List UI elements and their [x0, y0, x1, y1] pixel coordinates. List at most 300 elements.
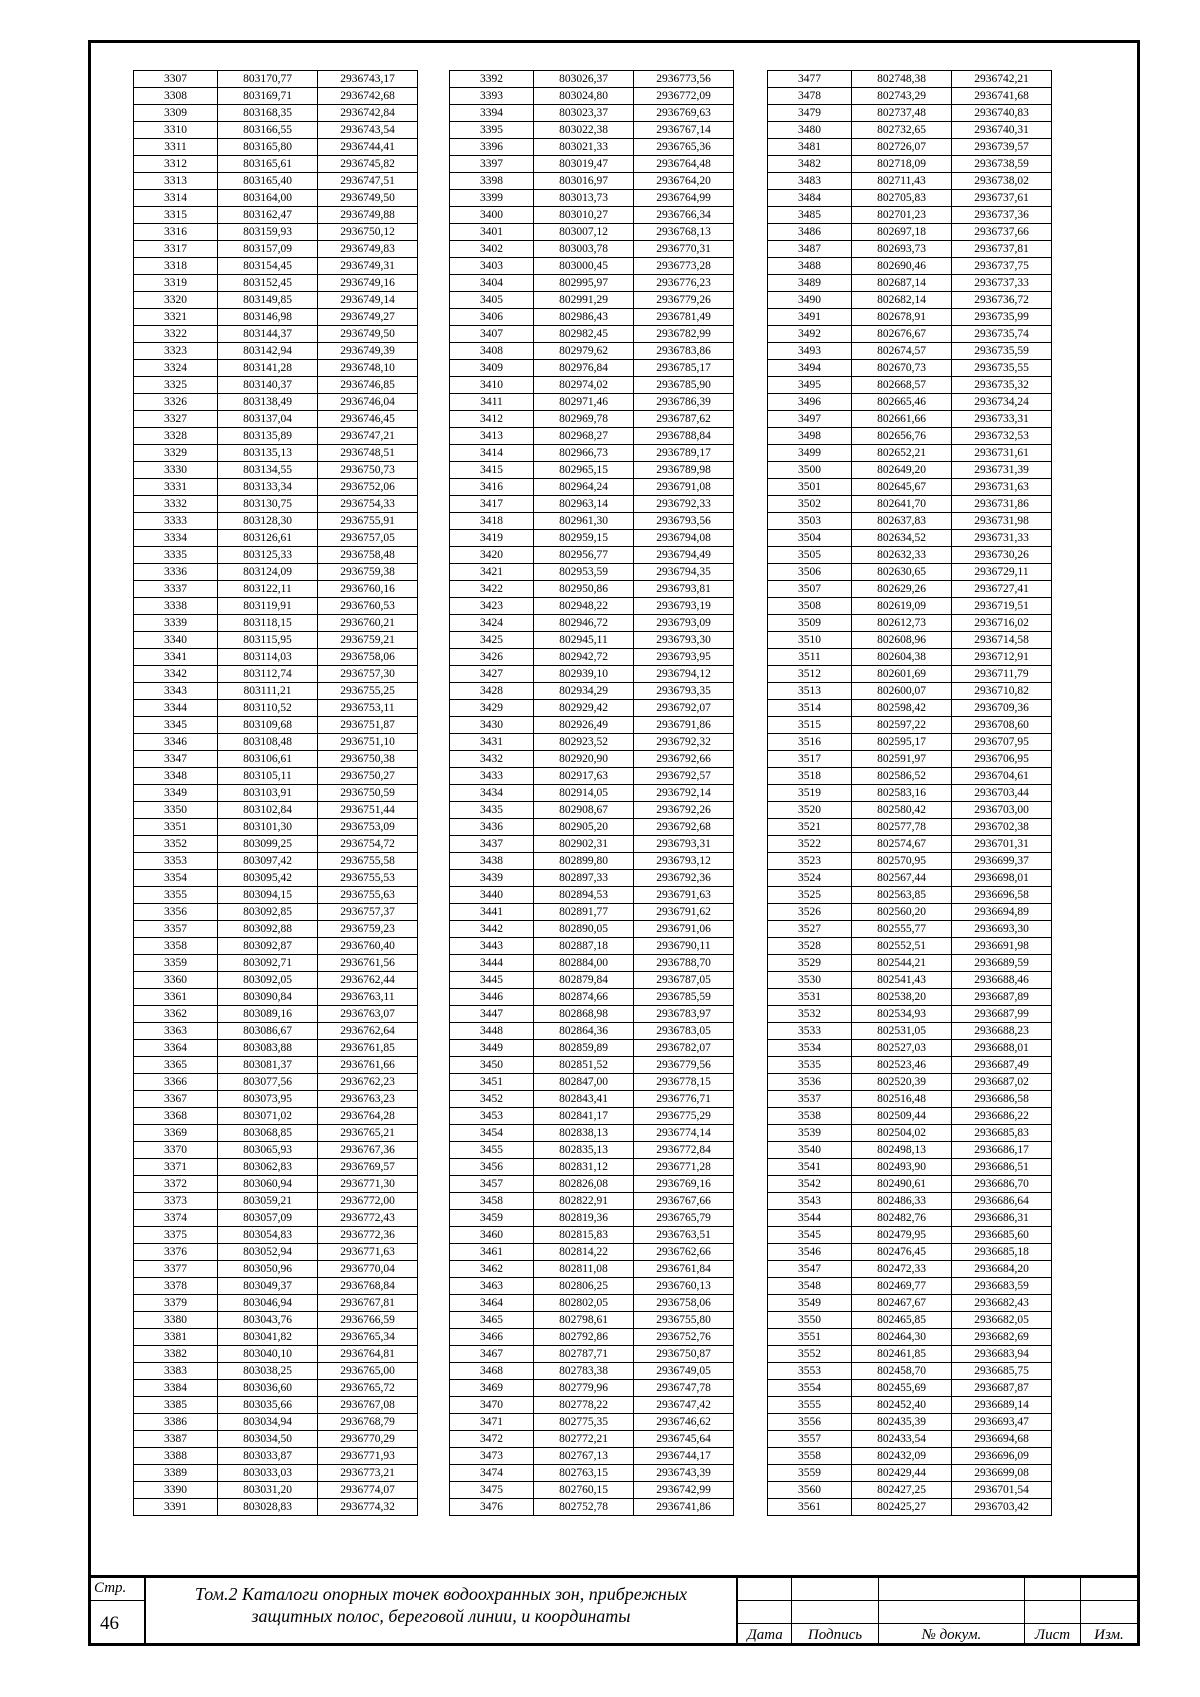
coordinate-y: 2936755,91 — [318, 513, 418, 530]
point-number: 3358 — [134, 938, 218, 955]
coordinate-y: 2936792,26 — [634, 802, 734, 819]
table-row — [768, 1499, 1052, 1516]
coordinate-y: 2936698,01 — [952, 870, 1052, 887]
coordinate-y: 2936685,60 — [952, 1227, 1052, 1244]
point-number: 3421 — [450, 564, 534, 581]
point-number: 3398 — [450, 173, 534, 190]
point-number: 3328 — [134, 428, 218, 445]
table-row — [450, 1057, 734, 1074]
point-number: 3460 — [450, 1227, 534, 1244]
point-number: 3362 — [134, 1006, 218, 1023]
coordinate-y: 2936769,16 — [634, 1176, 734, 1193]
point-number: 3361 — [134, 989, 218, 1006]
point-number: 3340 — [134, 632, 218, 649]
table-row — [134, 649, 418, 666]
coordinate-x: 802516,48 — [852, 1091, 952, 1108]
point-number: 3389 — [134, 1465, 218, 1482]
point-number: 3439 — [450, 870, 534, 887]
coordinate-x: 802552,51 — [852, 938, 952, 955]
table-row — [768, 904, 1052, 921]
point-number: 3467 — [450, 1346, 534, 1363]
table-row — [134, 428, 418, 445]
point-number: 3519 — [768, 785, 852, 802]
coordinate-y: 2936757,30 — [318, 666, 418, 683]
point-number: 3543 — [768, 1193, 852, 1210]
coordinate-y: 2936742,21 — [952, 71, 1052, 88]
coordinate-y: 2936743,39 — [634, 1465, 734, 1482]
coordinate-x: 803057,09 — [218, 1210, 318, 1227]
point-number: 3395 — [450, 122, 534, 139]
coordinate-x: 803083,88 — [218, 1040, 318, 1057]
coordinate-x: 803105,11 — [218, 768, 318, 785]
point-number: 3508 — [768, 598, 852, 615]
coordinate-y: 2936689,14 — [952, 1397, 1052, 1414]
point-number: 3431 — [450, 734, 534, 751]
table-row — [450, 1329, 734, 1346]
table-row — [134, 955, 418, 972]
table-row — [450, 88, 734, 105]
point-number: 3409 — [450, 360, 534, 377]
coordinate-x: 802520,39 — [852, 1074, 952, 1091]
table-row — [134, 1227, 418, 1244]
point-number: 3326 — [134, 394, 218, 411]
table-row — [768, 751, 1052, 768]
coordinate-y: 2936793,30 — [634, 632, 734, 649]
coordinate-y: 2936760,53 — [318, 598, 418, 615]
table-row — [450, 1346, 734, 1363]
table-row — [768, 683, 1052, 700]
point-number: 3343 — [134, 683, 218, 700]
coordinate-y: 2936737,75 — [952, 258, 1052, 275]
point-number: 3344 — [134, 700, 218, 717]
point-number: 3479 — [768, 105, 852, 122]
table-row — [450, 190, 734, 207]
point-number: 3403 — [450, 258, 534, 275]
point-number: 3368 — [134, 1108, 218, 1125]
coordinate-y: 2936696,09 — [952, 1448, 1052, 1465]
table-row — [450, 411, 734, 428]
point-number: 3558 — [768, 1448, 852, 1465]
table-row — [134, 1380, 418, 1397]
coordinate-x: 802486,33 — [852, 1193, 952, 1210]
point-number: 3484 — [768, 190, 852, 207]
coordinate-x: 803114,03 — [218, 649, 318, 666]
table-row — [134, 88, 418, 105]
coordinate-y: 2936729,11 — [952, 564, 1052, 581]
coordinate-x: 802868,98 — [534, 1006, 634, 1023]
coordinate-y: 2936688,01 — [952, 1040, 1052, 1057]
coordinate-y: 2936767,81 — [318, 1295, 418, 1312]
point-number: 3552 — [768, 1346, 852, 1363]
coordinate-y: 2936749,50 — [318, 190, 418, 207]
table-row — [450, 819, 734, 836]
coordinate-y: 2936794,49 — [634, 547, 734, 564]
table-row — [768, 598, 1052, 615]
table-row — [768, 547, 1052, 564]
table-row — [134, 258, 418, 275]
table-row — [450, 1193, 734, 1210]
table-row — [768, 139, 1052, 156]
coordinate-x: 803065,93 — [218, 1142, 318, 1159]
table-row — [450, 785, 734, 802]
coordinate-y: 2936749,31 — [318, 258, 418, 275]
coordinate-y: 2936760,13 — [634, 1278, 734, 1295]
point-number: 3365 — [134, 1057, 218, 1074]
coordinate-y: 2936790,11 — [634, 938, 734, 955]
coordinate-y: 2936736,72 — [952, 292, 1052, 309]
coordinate-y: 2936731,98 — [952, 513, 1052, 530]
point-number: 3481 — [768, 139, 852, 156]
point-number: 3523 — [768, 853, 852, 870]
point-number: 3546 — [768, 1244, 852, 1261]
coordinate-y: 2936750,73 — [318, 462, 418, 479]
coordinate-y: 2936752,76 — [634, 1329, 734, 1346]
point-number: 3442 — [450, 921, 534, 938]
coordinate-y: 2936770,31 — [634, 241, 734, 258]
point-number: 3516 — [768, 734, 852, 751]
coordinate-y: 2936745,82 — [318, 156, 418, 173]
coordinate-x: 802598,42 — [852, 700, 952, 717]
table-row — [134, 445, 418, 462]
coordinate-y: 2936731,39 — [952, 462, 1052, 479]
coordinate-y: 2936778,15 — [634, 1074, 734, 1091]
col-sheet: Лист — [1034, 1627, 1071, 1643]
table-row — [134, 700, 418, 717]
table-row — [450, 326, 734, 343]
coordinate-y: 2936699,37 — [952, 853, 1052, 870]
coordinate-y: 2936791,63 — [634, 887, 734, 904]
coordinate-x: 803137,04 — [218, 411, 318, 428]
coordinate-x: 803108,48 — [218, 734, 318, 751]
table-row — [450, 1142, 734, 1159]
coordinate-x: 802974,02 — [534, 377, 634, 394]
coordinate-x: 803141,28 — [218, 360, 318, 377]
coordinate-y: 2936788,70 — [634, 955, 734, 972]
coordinate-y: 2936748,51 — [318, 445, 418, 462]
coordinate-y: 2936755,53 — [318, 870, 418, 887]
point-number: 3357 — [134, 921, 218, 938]
coordinate-y: 2936689,59 — [952, 955, 1052, 972]
table-row — [768, 445, 1052, 462]
coordinate-y: 2936693,30 — [952, 921, 1052, 938]
table-row — [768, 1108, 1052, 1125]
point-number: 3397 — [450, 156, 534, 173]
coordinate-x: 802806,25 — [534, 1278, 634, 1295]
coordinate-y: 2936758,06 — [634, 1295, 734, 1312]
coordinate-x: 802531,05 — [852, 1023, 952, 1040]
coordinate-x: 802600,07 — [852, 683, 952, 700]
table-row — [134, 377, 418, 394]
coordinate-y: 2936738,02 — [952, 173, 1052, 190]
coordinate-x: 802455,69 — [852, 1380, 952, 1397]
coordinate-y: 2936766,59 — [318, 1312, 418, 1329]
document-title — [150, 1583, 732, 1627]
table-row — [134, 122, 418, 139]
coordinate-y: 2936685,83 — [952, 1125, 1052, 1142]
table-row — [134, 224, 418, 241]
table-row — [134, 1448, 418, 1465]
coordinate-x: 802819,36 — [534, 1210, 634, 1227]
coordinate-x: 802661,66 — [852, 411, 952, 428]
table-row — [134, 972, 418, 989]
point-number: 3440 — [450, 887, 534, 904]
coordinate-y: 2936737,81 — [952, 241, 1052, 258]
coordinate-x: 803016,97 — [534, 173, 634, 190]
table-row — [768, 887, 1052, 904]
table-row — [450, 1023, 734, 1040]
point-number: 3348 — [134, 768, 218, 785]
coordinate-y: 2936682,43 — [952, 1295, 1052, 1312]
point-number: 3436 — [450, 819, 534, 836]
coordinate-y: 2936794,08 — [634, 530, 734, 547]
coordinate-x: 803099,25 — [218, 836, 318, 853]
table-row — [134, 1057, 418, 1074]
table-row — [450, 836, 734, 853]
table-row — [134, 819, 418, 836]
table-row — [768, 1142, 1052, 1159]
point-number: 3472 — [450, 1431, 534, 1448]
point-number: 3418 — [450, 513, 534, 530]
point-number: 3341 — [134, 649, 218, 666]
table-row — [134, 836, 418, 853]
coordinate-x: 802890,05 — [534, 921, 634, 938]
coordinate-y: 2936731,63 — [952, 479, 1052, 496]
point-number: 3534 — [768, 1040, 852, 1057]
point-number: 3407 — [450, 326, 534, 343]
coordinate-x: 802629,26 — [852, 581, 952, 598]
table-row — [768, 819, 1052, 836]
point-number: 3528 — [768, 938, 852, 955]
point-number: 3399 — [450, 190, 534, 207]
point-number: 3354 — [134, 870, 218, 887]
point-number: 3443 — [450, 938, 534, 955]
coordinate-y: 2936701,31 — [952, 836, 1052, 853]
coordinate-y: 2936727,41 — [952, 581, 1052, 598]
table-row — [134, 1414, 418, 1431]
coordinate-x: 802634,52 — [852, 530, 952, 547]
coordinate-x: 803094,15 — [218, 887, 318, 904]
coordinate-x: 802995,97 — [534, 275, 634, 292]
table-row — [134, 734, 418, 751]
point-number: 3332 — [134, 496, 218, 513]
table-row — [134, 1074, 418, 1091]
coordinate-y: 2936750,12 — [318, 224, 418, 241]
coordinate-x: 803146,98 — [218, 309, 318, 326]
point-number: 3441 — [450, 904, 534, 921]
coordinate-y: 2936682,05 — [952, 1312, 1052, 1329]
coordinate-y: 2936771,30 — [318, 1176, 418, 1193]
coordinate-y: 2936688,23 — [952, 1023, 1052, 1040]
coordinate-x: 802950,86 — [534, 581, 634, 598]
table-row — [134, 1108, 418, 1125]
coordinate-y: 2936710,82 — [952, 683, 1052, 700]
table-row — [450, 479, 734, 496]
coordinate-x: 802601,69 — [852, 666, 952, 683]
table-row — [450, 1465, 734, 1482]
table-row — [768, 1397, 1052, 1414]
table-row — [134, 564, 418, 581]
coordinate-y: 2936742,68 — [318, 88, 418, 105]
coordinate-x: 803026,37 — [534, 71, 634, 88]
point-number: 3370 — [134, 1142, 218, 1159]
point-number: 3483 — [768, 173, 852, 190]
table-row — [450, 921, 734, 938]
coordinate-x: 803068,85 — [218, 1125, 318, 1142]
coordinate-y: 2936731,86 — [952, 496, 1052, 513]
table-row — [768, 462, 1052, 479]
table-row — [450, 632, 734, 649]
coordinate-x: 803033,03 — [218, 1465, 318, 1482]
table-row — [768, 1244, 1052, 1261]
table-row — [450, 1448, 734, 1465]
coordinate-x: 802458,70 — [852, 1363, 952, 1380]
point-number: 3477 — [768, 71, 852, 88]
coordinate-x: 803038,25 — [218, 1363, 318, 1380]
title-block — [88, 1575, 1140, 1646]
table-row — [450, 105, 734, 122]
coordinate-x: 802560,20 — [852, 904, 952, 921]
point-number: 3387 — [134, 1431, 218, 1448]
coordinate-y: 2936769,63 — [634, 105, 734, 122]
point-number: 3560 — [768, 1482, 852, 1499]
coordinate-x: 802864,36 — [534, 1023, 634, 1040]
coordinate-y: 2936764,99 — [634, 190, 734, 207]
coordinate-y: 2936794,12 — [634, 666, 734, 683]
document-title-line-1: Том.2 Каталоги опорных точек водоохранных зон, прибрежных — [194, 1584, 688, 1604]
table-row — [134, 1499, 418, 1516]
point-number: 3474 — [450, 1465, 534, 1482]
table-row — [450, 1125, 734, 1142]
table-row — [450, 462, 734, 479]
coordinate-y: 2936759,21 — [318, 632, 418, 649]
point-number: 3491 — [768, 309, 852, 326]
coordinate-y: 2936772,09 — [634, 88, 734, 105]
coordinate-x: 802798,61 — [534, 1312, 634, 1329]
point-number: 3414 — [450, 445, 534, 462]
point-number: 3554 — [768, 1380, 852, 1397]
point-number: 3476 — [450, 1499, 534, 1516]
table-row — [134, 921, 418, 938]
coordinate-y: 2936768,13 — [634, 224, 734, 241]
point-number: 3502 — [768, 496, 852, 513]
point-number: 3489 — [768, 275, 852, 292]
coordinate-x: 802879,84 — [534, 972, 634, 989]
table-row — [134, 105, 418, 122]
table-row — [450, 853, 734, 870]
point-number: 3353 — [134, 853, 218, 870]
coordinate-x: 802966,73 — [534, 445, 634, 462]
coordinate-x: 802509,44 — [852, 1108, 952, 1125]
point-number: 3405 — [450, 292, 534, 309]
point-number: 3307 — [134, 71, 218, 88]
coordinate-x: 802811,08 — [534, 1261, 634, 1278]
coordinate-x: 803125,33 — [218, 547, 318, 564]
coordinate-y: 2936793,81 — [634, 581, 734, 598]
table-row — [768, 1176, 1052, 1193]
point-number: 3464 — [450, 1295, 534, 1312]
coordinate-x: 802538,20 — [852, 989, 952, 1006]
coordinate-y: 2936740,83 — [952, 105, 1052, 122]
table-row — [768, 1159, 1052, 1176]
point-number: 3308 — [134, 88, 218, 105]
coordinate-y: 2936737,61 — [952, 190, 1052, 207]
point-number: 3473 — [450, 1448, 534, 1465]
point-number: 3526 — [768, 904, 852, 921]
coordinate-y: 2936765,21 — [318, 1125, 418, 1142]
coordinate-x: 803086,67 — [218, 1023, 318, 1040]
table-row — [134, 156, 418, 173]
table-row — [450, 343, 734, 360]
point-number: 3499 — [768, 445, 852, 462]
table-row — [450, 1363, 734, 1380]
coordinate-y: 2936792,14 — [634, 785, 734, 802]
point-number: 3457 — [450, 1176, 534, 1193]
table-row — [768, 615, 1052, 632]
point-number: 3471 — [450, 1414, 534, 1431]
table-row — [134, 360, 418, 377]
point-number: 3359 — [134, 955, 218, 972]
table-row — [450, 564, 734, 581]
coordinate-x: 803102,84 — [218, 802, 318, 819]
point-number: 3556 — [768, 1414, 852, 1431]
table-row — [450, 394, 734, 411]
coordinate-y: 2936793,35 — [634, 683, 734, 700]
page-number: 46 — [100, 1613, 119, 1634]
point-number: 3432 — [450, 751, 534, 768]
coordinate-x: 803033,87 — [218, 1448, 318, 1465]
coordinate-y: 2936786,39 — [634, 394, 734, 411]
table-row — [134, 1431, 418, 1448]
coordinate-y: 2936755,63 — [318, 887, 418, 904]
coordinate-y: 2936765,72 — [318, 1380, 418, 1397]
coordinate-y: 2936793,12 — [634, 853, 734, 870]
table-row — [134, 615, 418, 632]
point-number: 3400 — [450, 207, 534, 224]
point-number: 3310 — [134, 122, 218, 139]
coordinate-x: 802612,73 — [852, 615, 952, 632]
coordinate-y: 2936763,07 — [318, 1006, 418, 1023]
coordinates-table-2 — [449, 70, 734, 1516]
col-date: Дата — [747, 1627, 783, 1643]
coordinate-y: 2936706,95 — [952, 751, 1052, 768]
table-row — [450, 207, 734, 224]
coordinate-y: 2936793,95 — [634, 649, 734, 666]
table-row — [768, 530, 1052, 547]
coordinate-y: 2936733,31 — [952, 411, 1052, 428]
coordinate-x: 802583,16 — [852, 785, 952, 802]
point-number: 3364 — [134, 1040, 218, 1057]
table-row — [134, 139, 418, 156]
table-row — [768, 105, 1052, 122]
coordinate-y: 2936758,06 — [318, 649, 418, 666]
point-number: 3559 — [768, 1465, 852, 1482]
point-number: 3393 — [450, 88, 534, 105]
coordinate-y: 2936707,95 — [952, 734, 1052, 751]
coordinate-y: 2936760,16 — [318, 581, 418, 598]
point-number: 3465 — [450, 1312, 534, 1329]
coordinate-y: 2936683,59 — [952, 1278, 1052, 1295]
table-row — [450, 717, 734, 734]
coordinate-x: 802841,17 — [534, 1108, 634, 1125]
coordinate-x: 802427,25 — [852, 1482, 952, 1499]
coordinate-y: 2936757,37 — [318, 904, 418, 921]
table-row — [768, 1040, 1052, 1057]
point-number: 3456 — [450, 1159, 534, 1176]
coordinate-y: 2936762,64 — [318, 1023, 418, 1040]
coordinate-x: 802476,45 — [852, 1244, 952, 1261]
coordinate-x: 802687,14 — [852, 275, 952, 292]
coordinate-y: 2936687,89 — [952, 989, 1052, 1006]
